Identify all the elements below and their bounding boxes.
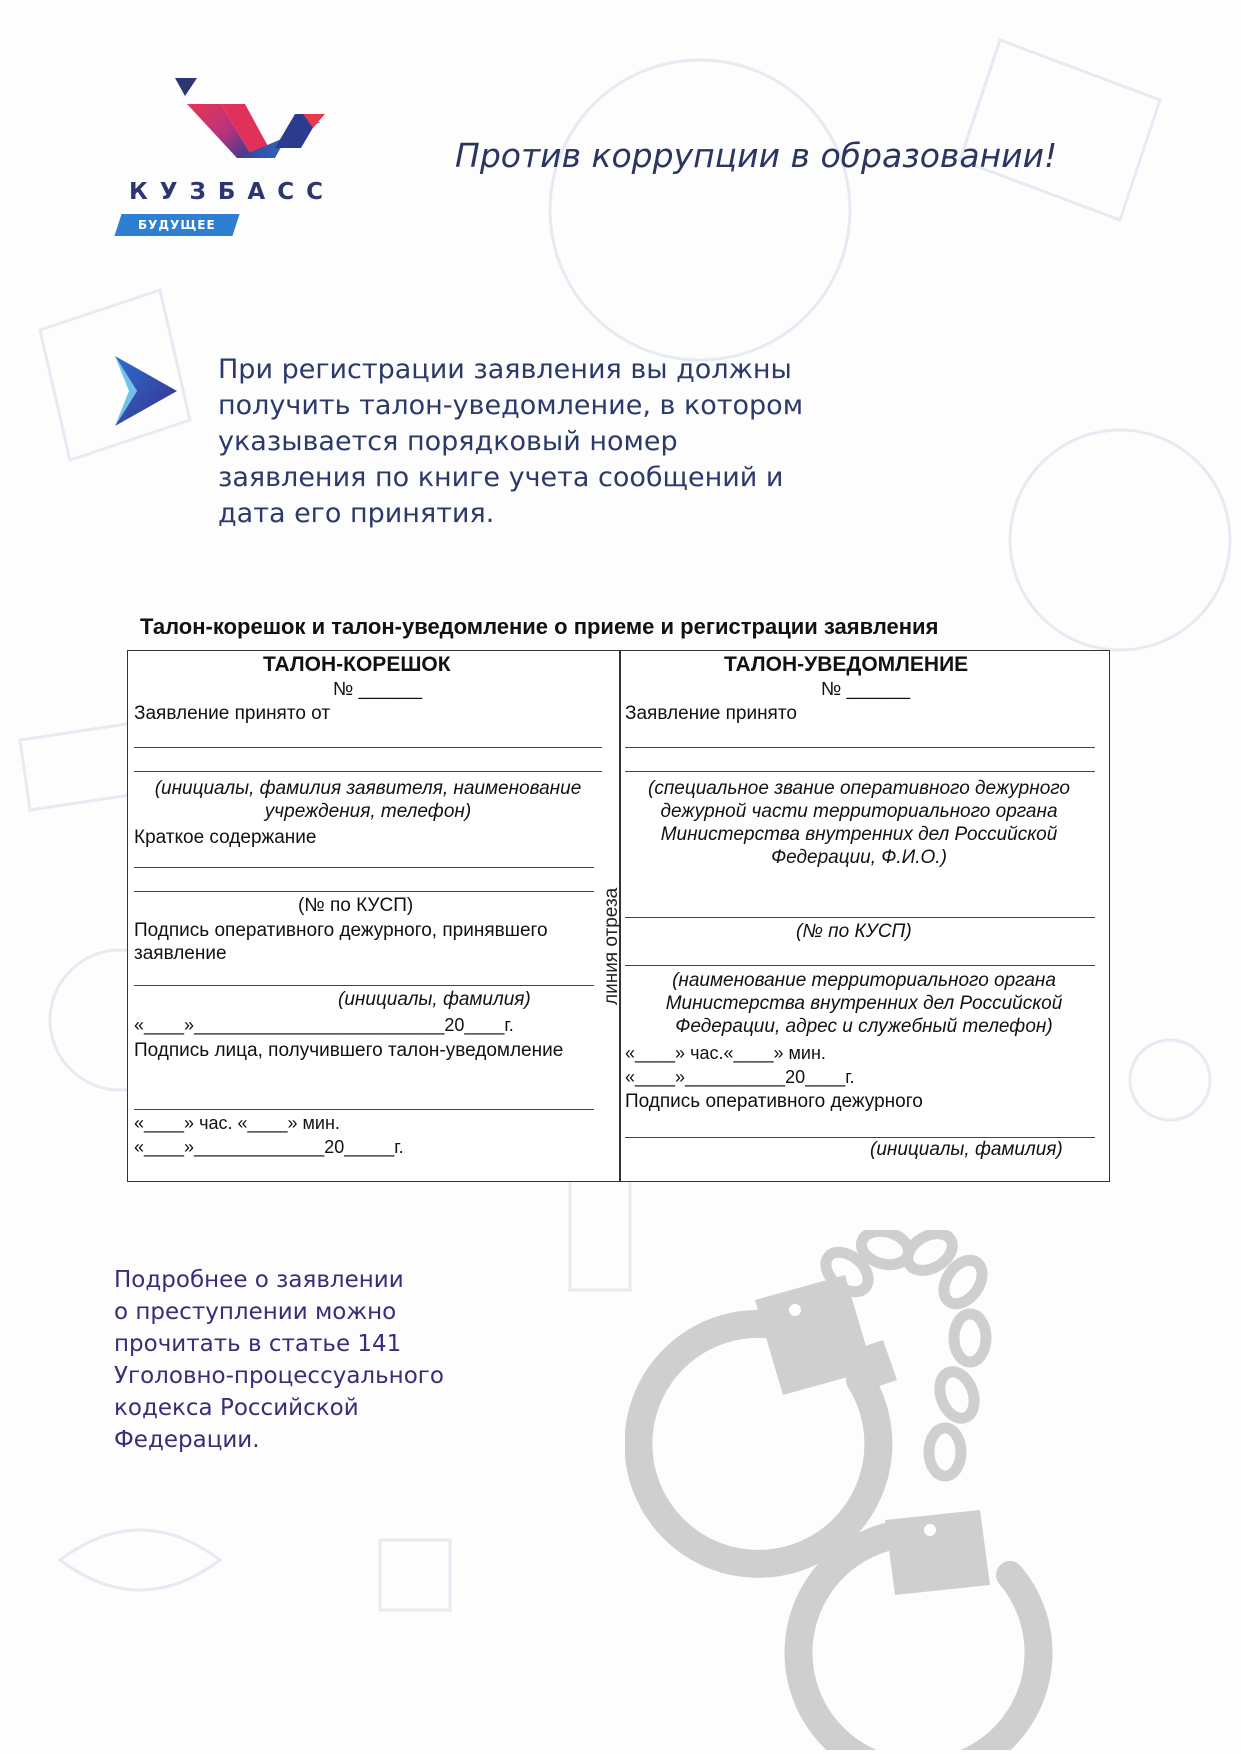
- stub-line: [134, 771, 602, 772]
- intro-text: При регистрации заявления вы должны получить талон-уведомление, в котором указывается порядковый номер заявления по книге учета сообщений и дата его принятия.: [218, 354, 804, 529]
- notice-line: [625, 917, 1095, 918]
- stub-recipient-sign: Подпись лица, получившего талон-уведомление: [134, 1040, 564, 1061]
- form-title: Талон-корешок и талон-уведомление о приеме и регистрации заявления: [140, 614, 939, 639]
- notice-initials: (инициалы, фамилия): [870, 1139, 1063, 1160]
- handcuffs-icon: [625, 1230, 1145, 1750]
- notice-time-line: «____» час.«____» мин.: [625, 1043, 826, 1063]
- stub-officer-sign: Подпись оперативного дежурного, принявшего заявление: [134, 920, 548, 964]
- stub-date-line: «____»_________________________20____г.: [134, 1015, 514, 1035]
- logo-wordmark: КУЗБАСС: [129, 179, 335, 205]
- stub-heading: ТАЛОН-КОРЕШОК: [263, 653, 451, 676]
- stub-initials: (инициалы, фамилия): [338, 989, 531, 1010]
- stub-time-line: «____» час. «____» мин.: [134, 1113, 340, 1133]
- stub-line: [134, 891, 594, 892]
- logo-tagline: БУДУЩЕЕ: [138, 218, 216, 232]
- notice-line: [625, 771, 1095, 772]
- stub-kusp: (№ по КУСП): [298, 895, 414, 916]
- notice-officer-hint: (специальное звание оперативного дежурного дежурной части территориального органа Министерства внутренних дел Российской Федерации, Ф.И.О.): [648, 778, 1070, 868]
- notice-line: [625, 1137, 1095, 1138]
- stub-line: [134, 985, 594, 986]
- notice-received: Заявление принято: [625, 703, 797, 724]
- notice-officer-sign: Подпись оперативного дежурного: [625, 1091, 923, 1112]
- stub-number: № ______: [333, 679, 423, 700]
- stub-line: [134, 747, 602, 748]
- notice-number: № ______: [821, 679, 911, 700]
- notice-line: [625, 747, 1095, 748]
- footer-text: Подробнее о заявлении о преступлении можно прочитать в статье 141 Уголовно-процессуального кодекса Российской Федерации.: [114, 1267, 444, 1453]
- stub-summary: Краткое содержание: [134, 827, 317, 848]
- stub-line: [134, 867, 594, 868]
- notice-heading: ТАЛОН-УВЕДОМЛЕНИЕ: [724, 653, 969, 676]
- stub-line: [134, 1109, 594, 1110]
- stub-applicant-hint: (инициалы, фамилия заявителя, наименование учреждения, телефон): [154, 778, 582, 822]
- logo-tagline-badge: [114, 214, 239, 236]
- chevron-right-icon: [115, 356, 177, 426]
- stub-date-line-2: «____»_____________20_____г.: [134, 1137, 404, 1157]
- cut-line-label: линия отреза: [601, 887, 622, 1005]
- slogan: Против коррупции в образовании!: [455, 136, 1058, 175]
- notice-line: [625, 965, 1095, 966]
- notice-date-line: «____»__________20____г.: [625, 1067, 855, 1087]
- notice-organ-hint: (наименование территориального органа Министерства внутренних дел Российской Федерации, адрес и служебный телефон): [665, 970, 1063, 1037]
- notice-kusp: (№ по КУСП): [796, 921, 912, 942]
- stub-received-from: Заявление принято от: [134, 703, 331, 724]
